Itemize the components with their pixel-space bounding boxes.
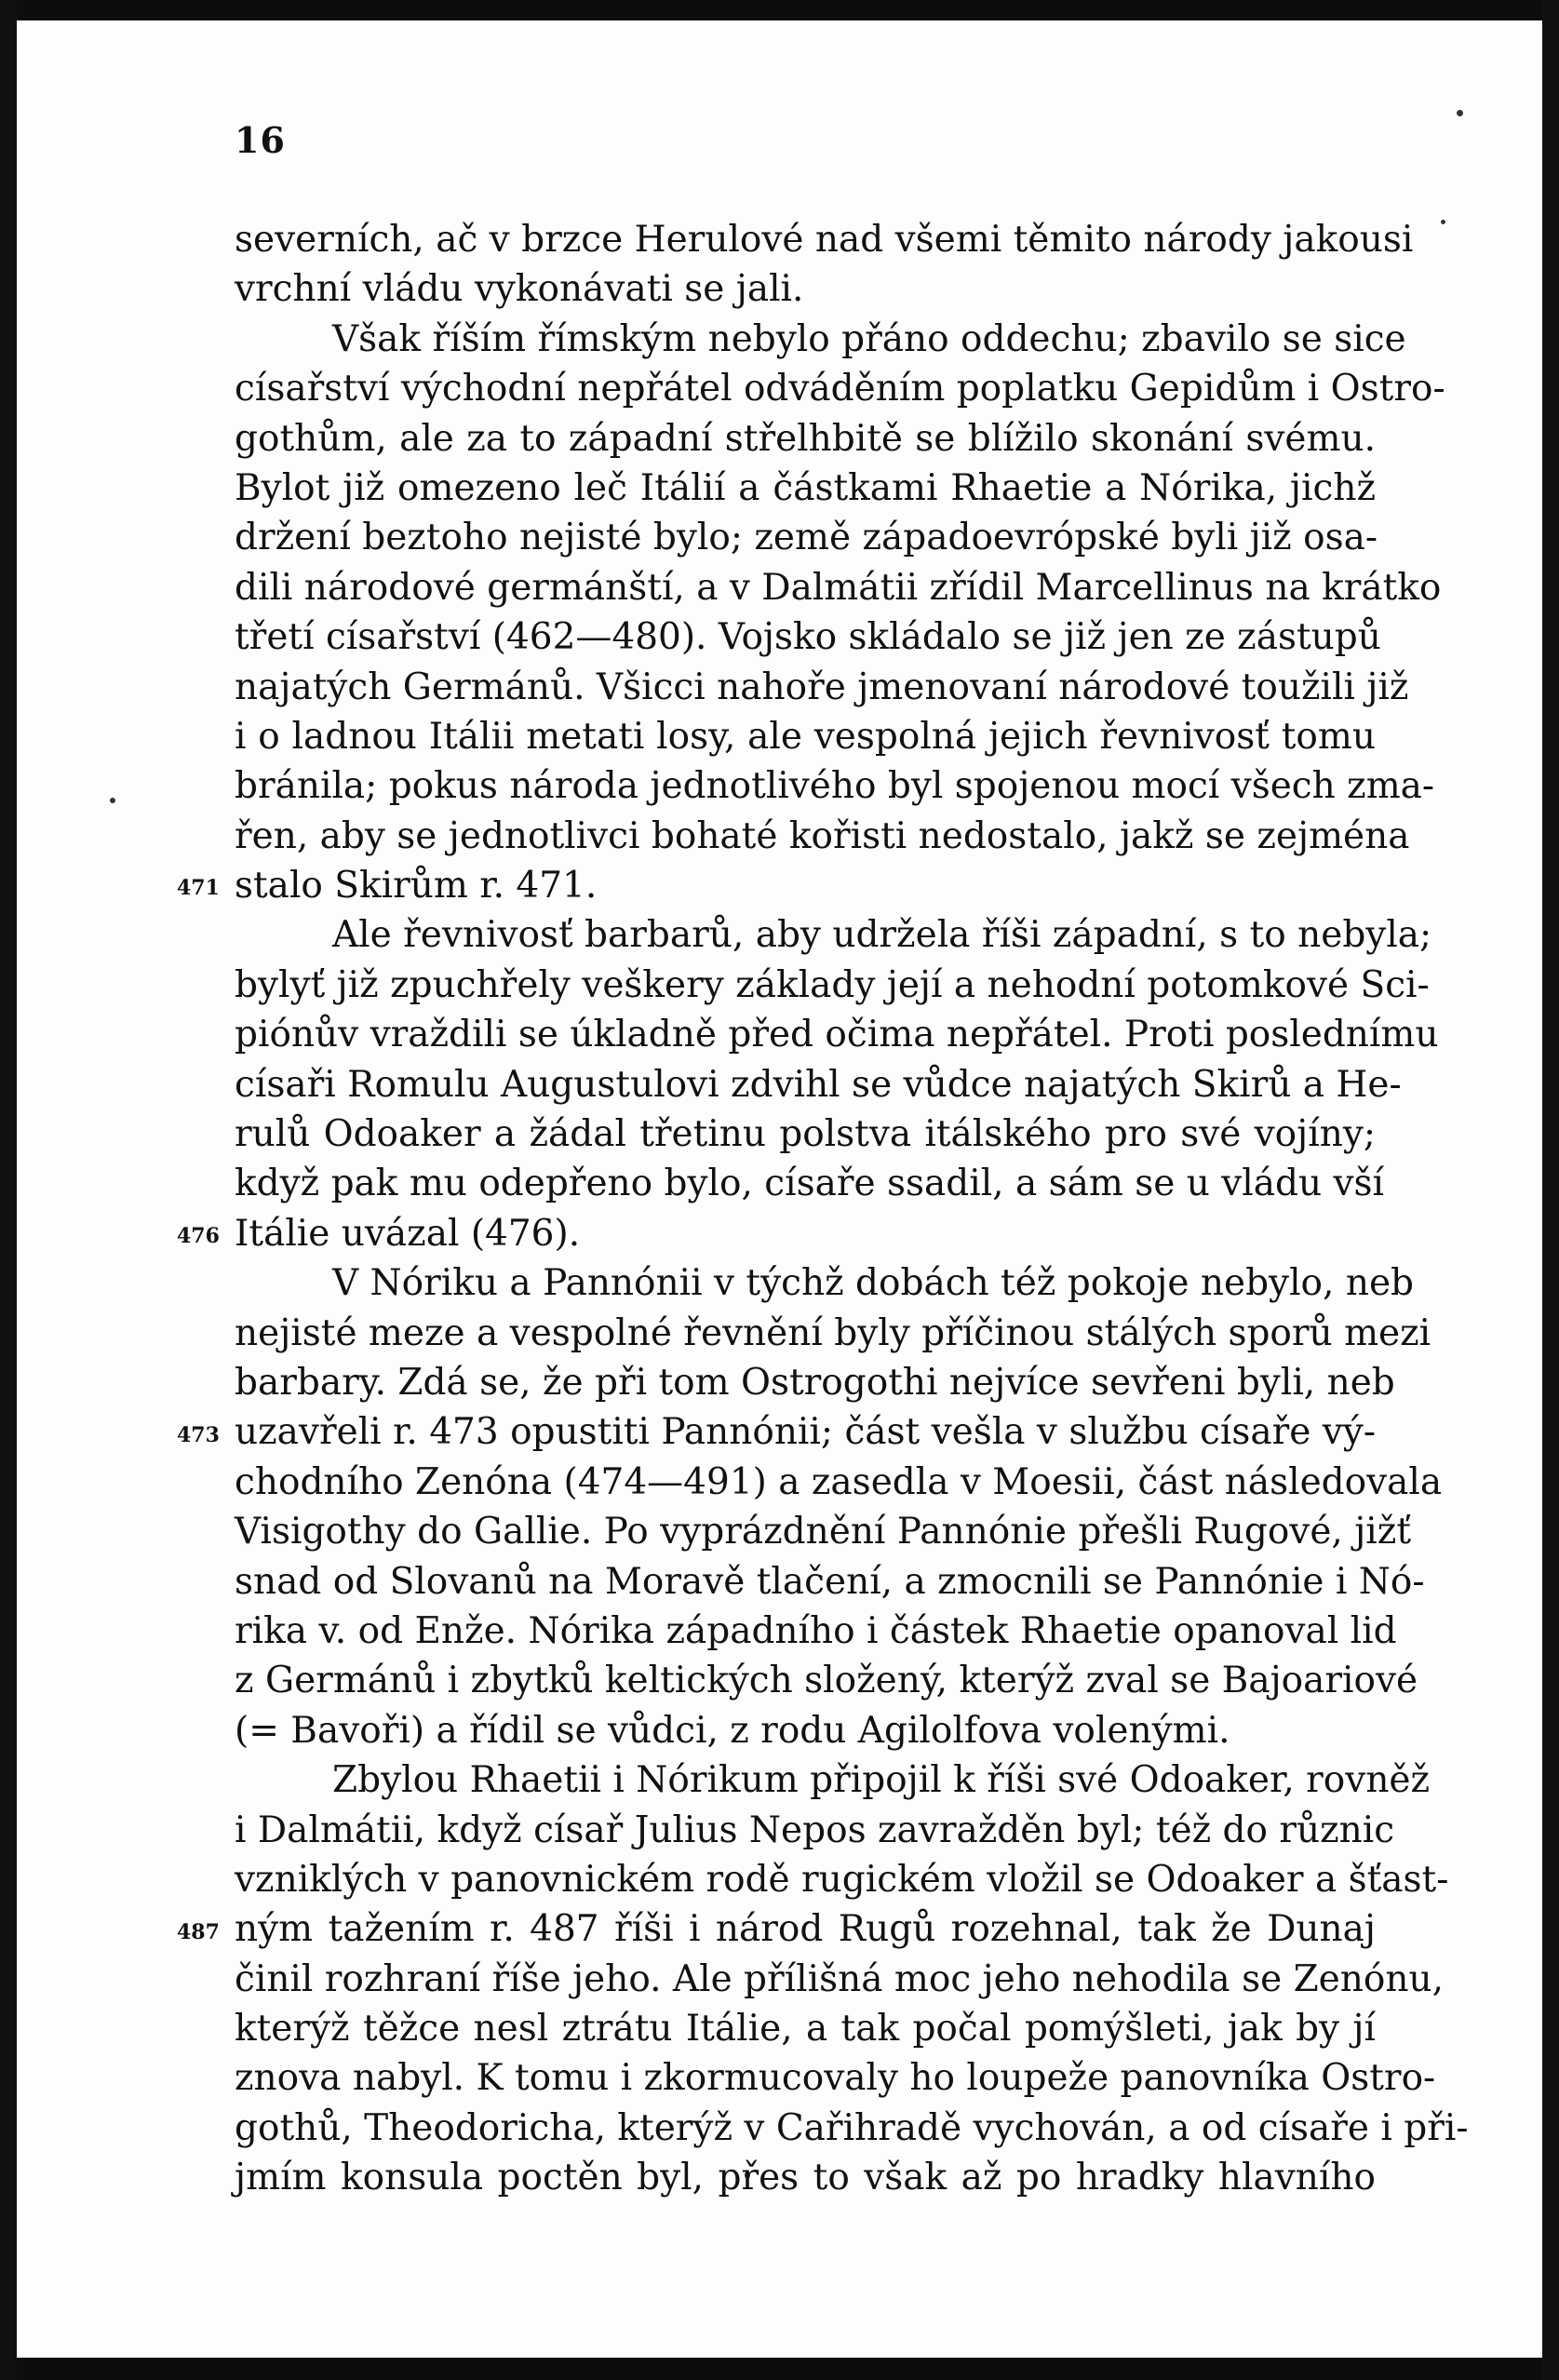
text-line: gothům, ale za to západní střelhbitě se blížilo skonání svému. <box>235 417 1376 460</box>
text-line: znova nabyl. K tomu i zkormucovaly ho loupeže panovníka Ostro- <box>235 2057 1436 2100</box>
text-line: uzavřeli r. 473 opustiti Pannónii; část vešla v službu císaře vý- <box>235 1411 1376 1454</box>
text-line: když pak mu odepřeno bylo, císaře ssadil, a sám se u vládu vší <box>235 1163 1385 1205</box>
text-line: snad od Slovanů na Moravě tlačení, a zmocnili se Pannónie i Nó- <box>235 1560 1425 1603</box>
text-line: kterýž těžce nesl ztrátu Itálie, a tak počal pomýšleti, jak by jí <box>235 2008 1376 2051</box>
scan-border-right <box>1542 0 1559 2380</box>
text-line: činil rozhraní říše jeho. Ale přílišná moc jeho nehodila se Zenónu, <box>235 1957 1444 2000</box>
margin-year-note: 473 <box>177 1422 220 1447</box>
text-line: gothů, Theodoricha, kterýž v Cařihradě vychován, a od císaře i při- <box>235 2106 1469 2149</box>
text-line: Však říším římským nebylo přáno oddechu; zbavilo se sice <box>332 317 1406 360</box>
scan-speck <box>110 798 115 803</box>
text-line: chodního Zenóna (474—491) a zasedla v Moesii, část následovala <box>235 1460 1443 1503</box>
scan-border-left <box>0 0 17 2380</box>
text-line: Visigothy do Gallie. Po vyprázdnění Pannónie přešli Rugové, jižť <box>235 1511 1411 1553</box>
margin-year-note: 471 <box>177 876 220 901</box>
text-line: držení beztoho nejisté bylo; země západoevrópské byli již osa- <box>235 517 1378 559</box>
scan-border-bottom <box>0 2358 1559 2380</box>
text-line: nejisté meze a vespolné řevnění byly příčinou stálých sporů mezi <box>235 1311 1431 1354</box>
text-line: barbary. Zdá se, že při tom Ostrogothi nejvíce sevřeni byli, neb <box>235 1361 1395 1404</box>
text-line: i o ladnou Itálii metati losy, ale vespolná jejich řevnivosť tomu <box>235 715 1376 758</box>
text-line: z Germánů i zbytků keltických složený, kterýž zval se Bajoariové <box>235 1660 1418 1702</box>
text-line: najatých Germánů. Všicci nahoře jmenovaní národové toužili již <box>235 666 1409 708</box>
text-line: císaři Romulu Augustulovi zdvihl se vůdce najatých Skirů a He- <box>235 1063 1402 1106</box>
text-line: vzniklých v panovnickém rodě rugickém vložil se Odoaker a šťast- <box>235 1858 1449 1901</box>
text-line: i Dalmátii, když císař Julius Nepos zavražděn byl; též do různic <box>235 1809 1395 1851</box>
text-line: vrchní vládu vykonávati se jali. <box>235 268 804 311</box>
text-line: (= Bavoři) a řídil se vůdci, z rodu Agilolfova volenými. <box>235 1709 1230 1752</box>
scan-speck <box>1457 110 1463 116</box>
text-line: Bylot již omezeno leč Itálií a částkami Rhaetie a Nórika, jichž <box>235 466 1376 509</box>
text-line: řen, aby se jednotlivci bohaté kořisti nedostalo, jakž se zejména <box>235 814 1410 857</box>
text-line: bylyť již zpuchřely veškery základy její a nehodní potomkové Sci- <box>235 963 1430 1006</box>
margin-year-note: 476 <box>177 1224 220 1248</box>
text-line: rulů Odoaker a žádal třetinu polstva itálského pro své vojíny; <box>235 1113 1376 1156</box>
text-line: V Nóriku a Pannónii v týchž dobách též pokoje nebylo, neb <box>332 1262 1414 1305</box>
text-line: stalo Skirům r. 471. <box>235 865 598 908</box>
page-number: 16 <box>235 119 286 161</box>
text-line: císařství východní nepřátel odváděním poplatku Gepidům i Ostro- <box>235 368 1445 410</box>
text-line: piónův vraždili se úkladně před očima nepřátel. Proti poslednímu <box>235 1014 1439 1056</box>
text-line: rika v. od Enže. Nórika západního i částek Rhaetie opanoval lid <box>235 1609 1397 1652</box>
text-line: Ale řevnivosť barbarů, aby udržela říši západní, s to nebyla; <box>332 914 1432 957</box>
text-line: dili národové germánští, a v Dalmátii zřídil Marcellinus na krátko <box>235 566 1442 609</box>
text-line: Zbylou Rhaetii i Nórikum připojil k říši své Odoaker, rovněž <box>332 1759 1431 1802</box>
text-line: třetí císařství (462—480). Vojsko skládalo se již jen ze zástupů <box>235 616 1381 659</box>
text-line: jmím konsula poctěn byl, přes to však až po hradky hlavního <box>235 2157 1376 2199</box>
text-line: ným tažením r. 487 říši i národ Rugů rozehnal, tak že Dunaj <box>235 1908 1376 1951</box>
margin-year-note: 487 <box>177 1919 220 1944</box>
text-line: bránila; pokus národa jednotlivého byl spojenou mocí všech zma- <box>235 765 1435 808</box>
scan-border-top <box>0 0 1559 20</box>
text-line: severních, ač v brzce Herulové nad všemi těmito národy jakousi <box>235 219 1414 261</box>
text-line: Itálie uvázal (476). <box>235 1212 581 1255</box>
scan-speck <box>1441 220 1445 224</box>
body-text <box>235 215 1469 2203</box>
